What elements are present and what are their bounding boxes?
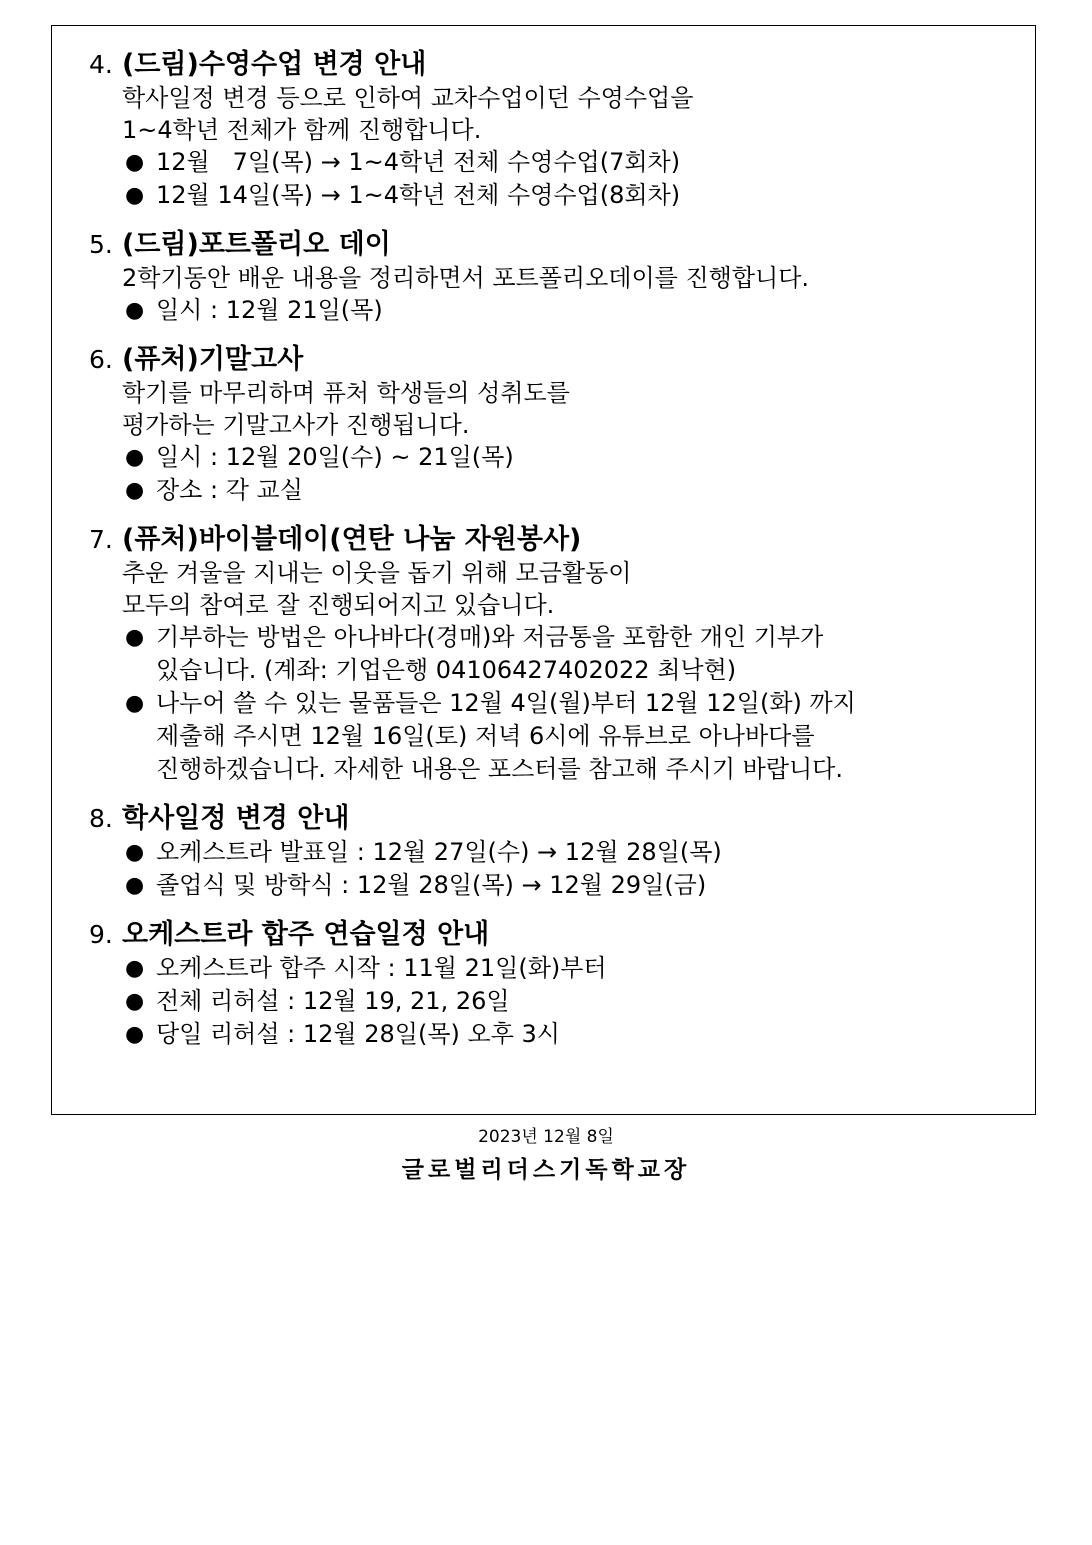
section-number: 8. (89, 804, 113, 833)
notice-section (89, 343, 1019, 507)
bullet-line: 일시 : 12월 21일(목) (156, 296, 383, 324)
section-title: (드림)수영수업 변경 안내 (122, 49, 427, 80)
section-number: 9. (89, 920, 113, 949)
section-paragraph-line: 2학기동안 배운 내용을 정리하면서 포트폴리오데이를 진행합니다. (122, 264, 810, 292)
bullet-item (125, 146, 1019, 179)
bullet-line: 진행하겠습니다. 자세한 내용은 포스터를 참고해 주시기 바랍니다. (156, 755, 843, 783)
bullet-dot-icon: ● (125, 691, 145, 716)
bullet-line: 제출해 주시면 12월 16일(토) 저녁 6시에 유튜브로 아나바다를 (156, 722, 815, 750)
section-number: 7. (89, 525, 113, 554)
bullet-item (125, 985, 1019, 1018)
section-number: 4. (89, 50, 113, 79)
section-title: (드림)포트폴리오 데이 (122, 229, 391, 260)
notice-section (89, 802, 1019, 902)
section-number: 6. (89, 345, 113, 374)
bullet-item (125, 1018, 1019, 1051)
bullet-item (125, 441, 1019, 474)
section-heading (89, 523, 1019, 557)
bullet-list (89, 146, 1019, 212)
bullet-dot-icon: ● (125, 298, 145, 323)
bullet-dot-icon: ● (125, 989, 145, 1014)
bullet-dot-icon: ● (125, 1022, 145, 1047)
bullet-item (125, 952, 1019, 985)
bullet-line: 일시 : 12월 20일(수) ~ 21일(목) (156, 443, 514, 471)
section-title: (퓨처)바이블데이(연탄 나눔 자원봉사) (122, 524, 582, 555)
bullet-dot-icon: ● (125, 873, 145, 898)
issue-date: 2023년 12월 8일 (478, 1127, 614, 1147)
notice-content (89, 48, 1019, 1067)
section-heading (89, 802, 1019, 836)
section-heading (89, 343, 1019, 377)
notice-box (51, 25, 1036, 1115)
bullet-item (125, 869, 1019, 902)
bullet-line: 장소 : 각 교실 (156, 476, 303, 504)
section-paragraph-line: 모두의 참여로 잘 진행되어지고 있습니다. (122, 591, 555, 619)
bullet-line: 12월 7일(목) → 1~4학년 전체 수영수업(7회차) (156, 148, 681, 176)
bullet-item (125, 687, 1019, 786)
section-heading (89, 918, 1019, 952)
notice-section (89, 48, 1019, 212)
bullet-list (89, 621, 1019, 786)
bullet-line: 오케스트라 합주 시작 : 11월 21일(화)부터 (156, 954, 607, 982)
bullet-list (89, 952, 1019, 1051)
bullet-list (89, 294, 1019, 327)
section-number: 5. (89, 230, 113, 259)
bullet-line: 나누어 쓸 수 있는 물품들은 12월 4일(월)부터 12월 12일(화) 까지 (156, 689, 856, 717)
bullet-line: 12월 14일(목) → 1~4학년 전체 수영수업(8회차) (156, 181, 681, 209)
bullet-dot-icon: ● (125, 445, 145, 470)
section-paragraph-line: 추운 겨울을 지내는 이웃을 돕기 위해 모금활동이 (122, 559, 632, 587)
notice-section (89, 918, 1019, 1051)
section-paragraph-line: 학기를 마무리하며 퓨처 학생들의 성취도를 (122, 379, 570, 407)
principal-signature: 글로벌리더스기독학교장 (401, 1157, 691, 1183)
section-paragraph-line: 학사일정 변경 등으로 인하여 교차수업이던 수영수업을 (122, 84, 694, 112)
section-title: (퓨처)기말고사 (122, 344, 304, 375)
bullet-line: 전체 리허설 : 12월 19, 21, 26일 (156, 987, 510, 1015)
notice-section (89, 523, 1019, 786)
bullet-item (125, 836, 1019, 869)
section-paragraph-line: 평가하는 기말고사가 진행됩니다. (122, 411, 470, 439)
bullet-line: 오케스트라 발표일 : 12월 27일(수) → 12월 28일(목) (156, 838, 722, 866)
bullet-dot-icon: ● (125, 956, 145, 981)
notice-section (89, 228, 1019, 327)
section-heading (89, 228, 1019, 262)
bullet-dot-icon: ● (125, 150, 145, 175)
bullet-item (125, 294, 1019, 327)
bullet-dot-icon: ● (125, 625, 145, 650)
bullet-line: 당일 리허설 : 12월 28일(목) 오후 3시 (156, 1020, 560, 1048)
bullet-list (89, 836, 1019, 902)
bullet-list (89, 441, 1019, 507)
bullet-line: 기부하는 방법은 아나바다(경매)와 저금통을 포함한 개인 기부가 (156, 623, 824, 651)
bullet-dot-icon: ● (125, 478, 145, 503)
bullet-item (125, 621, 1019, 687)
bullet-line: 있습니다. (계좌: 기업은행 04106427402022 최낙현) (156, 656, 737, 684)
section-paragraph-line: 1~4학년 전체가 함께 진행합니다. (122, 116, 482, 144)
section-heading (89, 48, 1019, 82)
bullet-dot-icon: ● (125, 840, 145, 865)
bullet-item (125, 179, 1019, 212)
bullet-dot-icon: ● (125, 183, 145, 208)
section-title: 오케스트라 합주 연습일정 안내 (122, 919, 490, 950)
bullet-line: 졸업식 및 방학식 : 12월 28일(목) → 12월 29일(금) (156, 871, 707, 899)
bullet-item (125, 474, 1019, 507)
section-title: 학사일정 변경 안내 (122, 803, 350, 834)
